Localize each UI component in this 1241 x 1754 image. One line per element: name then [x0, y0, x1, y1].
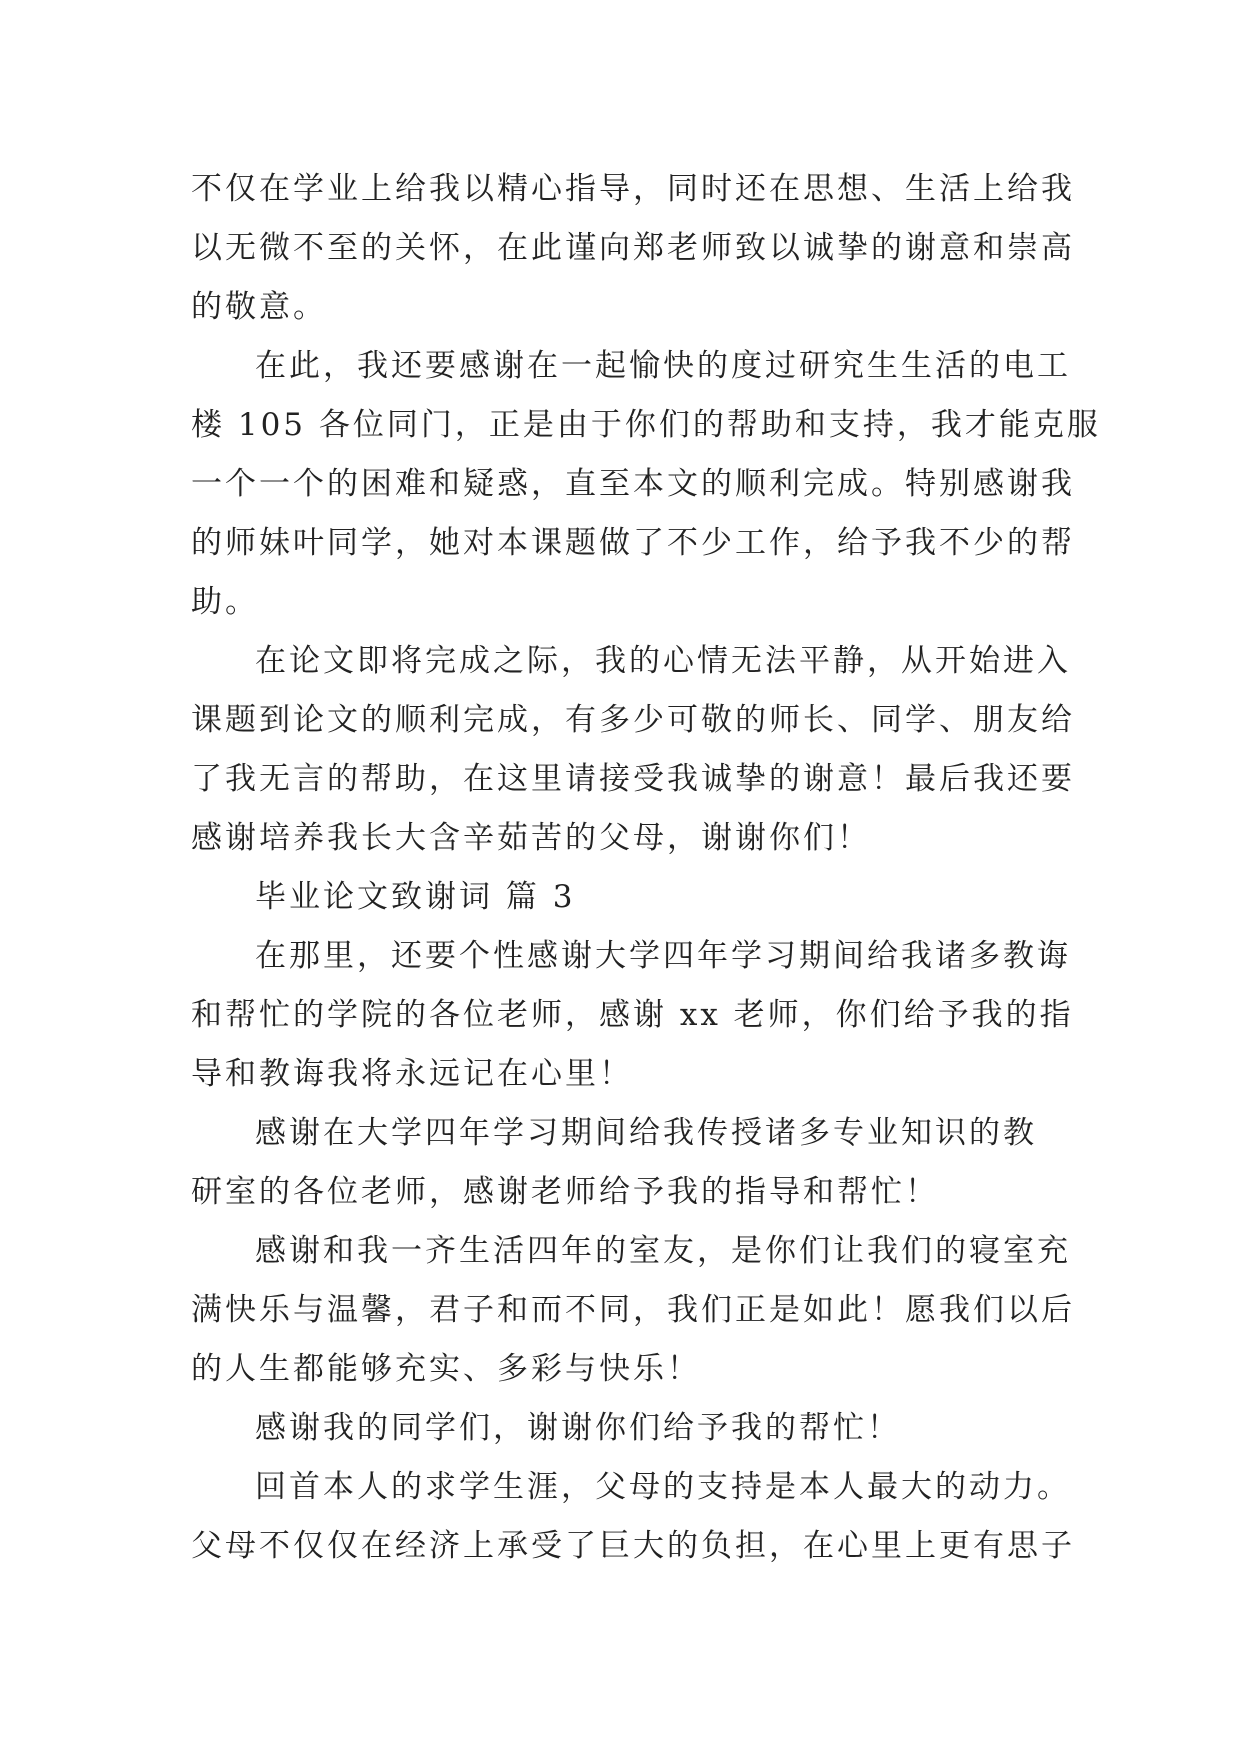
- text-line: 一个一个的困难和疑惑，直至本文的顺利完成。特别感谢我: [191, 466, 1075, 502]
- paragraph-first-line: 在那里，还要个性感谢大学四年学习期间给我诸多教诲: [255, 938, 1071, 974]
- text-line: 的人生都能够充实、多彩与快乐！: [191, 1351, 701, 1387]
- text-line: 以无微不至的关怀，在此谨向郑老师致以诚挚的谢意和崇高: [191, 230, 1075, 266]
- text-line: 助。: [191, 584, 259, 620]
- paragraph-first-line: 回首本人的求学生涯，父母的支持是本人最大的动力。: [255, 1469, 1071, 1505]
- text-line: 感谢培养我长大含辛茹苦的父母，谢谢你们！: [191, 820, 871, 856]
- paragraph-first-line: 在论文即将完成之际，我的心情无法平静，从开始进入: [255, 643, 1071, 679]
- text-line: 满快乐与温馨，君子和而不同，我们正是如此！愿我们以后: [191, 1292, 1075, 1328]
- text-line: 和帮忙的学院的各位老师，感谢 xx 老师，你们给予我的指: [191, 997, 1074, 1033]
- text-line: 的师妹叶同学，她对本课题做了不少工作，给予我不少的帮: [191, 525, 1075, 561]
- paragraph-first-line: 感谢我的同学们，谢谢你们给予我的帮忙！: [255, 1410, 901, 1446]
- text-line: 的敬意。: [191, 289, 327, 325]
- text-line: 不仅在学业上给我以精心指导，同时还在思想、生活上给我: [191, 171, 1075, 207]
- document-body: [191, 160, 1101, 1576]
- paragraph-first-line: 在此，我还要感谢在一起愉快的度过研究生生活的电工: [255, 348, 1071, 384]
- section-heading: 毕业论文致谢词 篇 3: [255, 879, 576, 915]
- paragraph-first-line: 感谢在大学四年学习期间给我传授诸多专业知识的教: [255, 1115, 1037, 1151]
- text-line: 了我无言的帮助，在这里请接受我诚挚的谢意！最后我还要: [191, 761, 1075, 797]
- text-line: 父母不仅仅在经济上承受了巨大的负担，在心里上更有思子: [191, 1528, 1075, 1564]
- text-line: 研室的各位老师，感谢老师给予我的指导和帮忙！: [191, 1174, 939, 1210]
- text-line: 课题到论文的顺利完成，有多少可敬的师长、同学、朋友给: [191, 702, 1075, 738]
- paragraph-first-line: 感谢和我一齐生活四年的室友，是你们让我们的寝室充: [255, 1233, 1071, 1269]
- text-line: 楼 105 各位同门，正是由于你们的帮助和支持，我才能克服: [191, 407, 1101, 443]
- text-line: 导和教诲我将永远记在心里！: [191, 1056, 633, 1092]
